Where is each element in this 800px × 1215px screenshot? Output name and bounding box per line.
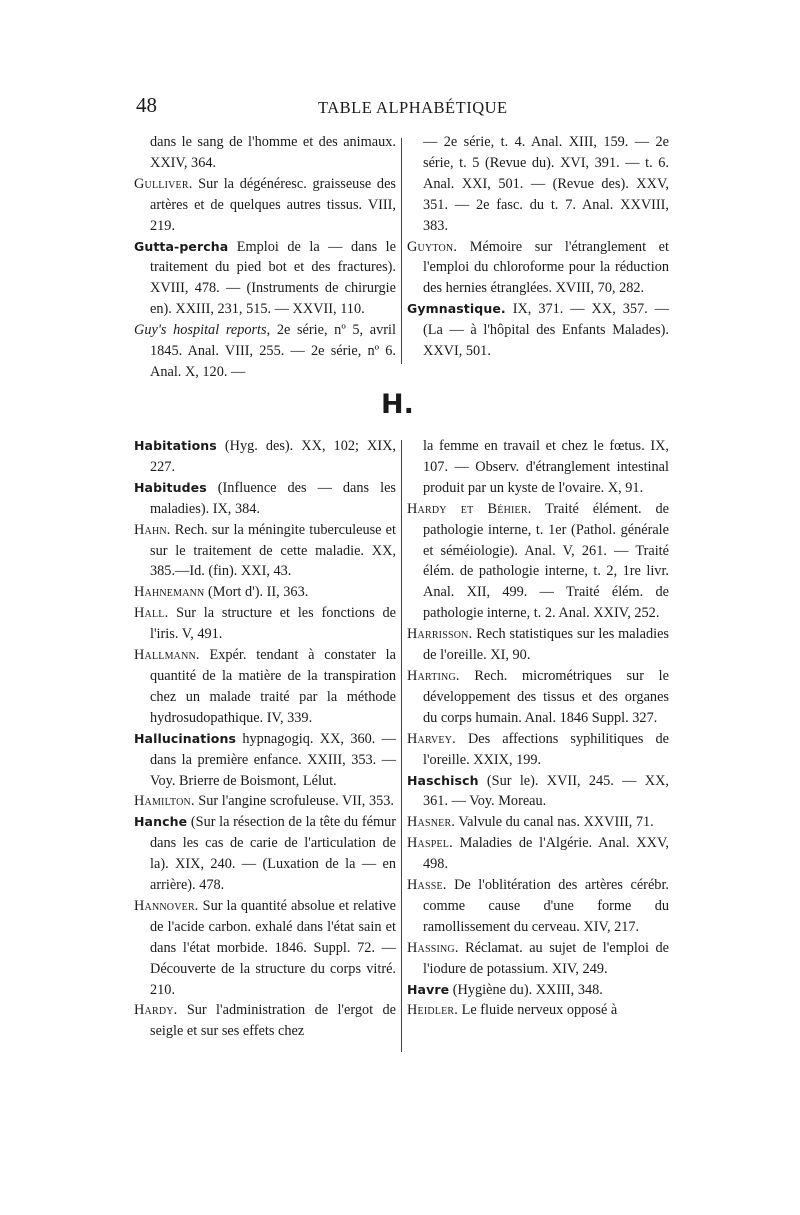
column-divider-bottom [401, 440, 402, 1052]
entry-heading: Habitudes [134, 479, 207, 495]
entry-heading: Guy's hospital reports [134, 322, 267, 339]
entry-heading: Havre [407, 981, 450, 997]
index-entry [134, 729, 396, 792]
index-entry [407, 237, 669, 300]
index-column-top-right [407, 132, 669, 362]
index-entry [407, 132, 669, 237]
index-entry [134, 132, 396, 174]
index-entry [407, 624, 669, 666]
entry-heading: Harvey. [407, 730, 456, 747]
index-column-top-left [134, 132, 396, 383]
entry-heading: Haschisch [407, 772, 479, 788]
index-entry [134, 603, 396, 645]
entry-text: Rech. micrométriques sur le développement des tissus et des organes du corps humain. Anal. 1846 Suppl. 327. [423, 667, 669, 726]
index-entry [134, 520, 396, 583]
index-entry [407, 1000, 669, 1021]
index-entry [407, 666, 669, 729]
entry-text: la femme en travail et chez le fœtus. IX, 107. — Observ. d'étranglement intestinal produit par un kyste de l'ovaire. X, 91. [423, 438, 669, 496]
index-entry [407, 499, 669, 624]
index-entry [407, 875, 669, 938]
entry-text: Mémoire sur l'étranglement et l'emploi du chloroforme pour la réduction des hernies étranglées. XVIII, 70, 282. [423, 238, 669, 297]
entry-text: Emploi de la — dans le traitement du pied bot et des fractures). XVIII, 478. — (Instruments de chirurgie en). XXIII, 231, 515. — XXVII, 110. [150, 238, 396, 318]
section-letter: H. [381, 389, 414, 420]
entry-heading: Harrisson. [407, 626, 473, 643]
entry-text: Sur l'angine scrofuleuse. VII, 353. [194, 793, 394, 810]
entry-text: Expér. tendant à constater la quantité de la matière de la transpiration chez un malade traité par la méthode hydrosudopathique. IV, 339. [150, 647, 396, 726]
entry-heading: Hanche [134, 814, 188, 830]
entry-heading: Hardy. [134, 1002, 178, 1019]
index-entry [134, 436, 396, 478]
entry-text: (Sur le). XVII, 245. — XX, 361. — Voy. Moreau. [423, 772, 669, 810]
entry-text: (Mort d'). II, 363. [204, 584, 309, 601]
entry-text: De l'oblitération des artères cérébr. comme cause d'une forme du ramollissement du cerveau. XIV, 217. [423, 877, 669, 935]
entry-heading: Haspel. [407, 835, 453, 852]
entry-heading: Hardy et Béhier. [407, 500, 532, 517]
entry-text: dans le sang de l'homme et des animaux. XXIV, 364. [150, 134, 396, 171]
entry-heading: Habitations [134, 438, 217, 453]
index-entry [407, 812, 669, 833]
entry-heading: Hamilton. [134, 793, 195, 810]
entry-heading: Gulliver. [134, 175, 193, 192]
index-entry [134, 791, 396, 812]
entry-heading: Hassing. [407, 939, 459, 956]
entry-text: Rech. sur la méningite tuberculeuse et sur le traitement de cette maladie. XX, 385.—Id. (fin). XXI, 43. [150, 521, 396, 580]
entry-text: Rech statistiques sur les maladies de l'oreille. XI, 90. [423, 626, 669, 664]
page-number: 48 [136, 93, 157, 117]
entry-text: Réclamat. au sujet de l'emploi de l'iodure de potassium. XIV, 249. [423, 939, 669, 977]
entry-heading: Hall. [134, 605, 169, 622]
entry-heading: Hasner. [407, 814, 456, 831]
index-entry [407, 771, 669, 813]
entry-text: Traité élément. de pathologie interne, t. 1er (Pathol. générale et séméiologie). Anal. V, 261. — Traité élém. de pathologie interne, t. 2, 1re livr. Anal. XII, 499. — Traité élém. de pathologie interne, t. 2. Anal. XXIV, 252. [423, 500, 669, 622]
entry-text: (Influence des — dans les maladies). IX, 384. [150, 479, 396, 517]
entry-text: Des affections syphilitiques de l'oreille. XXIX, 199. [423, 730, 669, 768]
running-title: TABLE ALPHABÉTIQUE [318, 98, 508, 117]
entry-text: Le fluide nerveux opposé à [458, 1002, 618, 1019]
index-entry [407, 299, 669, 362]
entry-text: Maladies de l'Algérie. Anal. XXV, 498. [423, 835, 669, 873]
entry-heading: Hallmann. [134, 647, 200, 664]
page-header [0, 93, 800, 129]
entry-heading: Hahn. [134, 521, 171, 538]
entry-heading: Gutta-percha [134, 238, 229, 254]
index-column-bottom-right [407, 436, 669, 1021]
entry-heading: Heidler. [407, 1002, 459, 1019]
column-divider-top [401, 138, 402, 364]
entry-heading: Hannover. [134, 897, 199, 914]
entry-text: Sur la dégénéresc. graisseuse des artères et de quelques autres tissus. VIII, 219. [150, 175, 396, 234]
index-entry [134, 174, 396, 237]
entry-text: Sur l'administration de l'ergot de seigle et sur ses effets chez [150, 1002, 396, 1040]
index-entry [407, 980, 669, 1001]
entry-heading: Hahnemann [134, 584, 205, 601]
entry-heading: Hallucinations [134, 730, 236, 746]
index-entry [134, 1000, 396, 1042]
index-entry [134, 896, 396, 1001]
index-entry [134, 645, 396, 729]
entry-heading: Hasse. [407, 877, 447, 894]
index-column-bottom-left [134, 436, 396, 1042]
entry-text: (Hyg. des). XX, 102; XIX, 227. [150, 438, 396, 475]
index-entry [134, 320, 396, 383]
index-entry [407, 436, 669, 499]
entry-text: IX, 371. — XX, 357. — (La — à l'hôpital des Enfants Malades). XXVI, 501. [423, 301, 669, 360]
entry-text: Sur la quantité absolue et relative de l'acide carbon. exhalé dans l'état sain et dans l'état morbide. 1846. Suppl. 72. — Découverte de la structure du corps vitré. 210. [150, 897, 396, 998]
entry-heading: Guyton. [407, 238, 458, 255]
index-entry [407, 833, 669, 875]
entry-text: Sur la structure et les fonctions de l'iris. V, 491. [150, 605, 396, 643]
entry-text: (Sur la résection de la tête du fémur dans les cas de carie de l'articulation de la). XIX, 240. — (Luxation de la — en arrière). 478. [150, 814, 396, 894]
entry-text: (Hygiène du). XXIII, 348. [449, 981, 603, 998]
entry-heading: Harting. [407, 667, 460, 684]
entry-text: Valvule du canal nas. XXVIII, 71. [455, 814, 654, 831]
entry-text: , 2e série, nº 5, avril 1845. Anal. VIII, 255. — 2e série, nº 6. Anal. X, 120. — [150, 322, 396, 380]
entry-text: — 2e série, t. 4. Anal. XIII, 159. — 2e série, t. 5 (Revue du). XVI, 391. — t. 6. Anal. XXI, 501. — (Revue des). XXV, 351. — 2e fasc. du t. 7. Anal. XXVIII, 383. [423, 134, 669, 234]
index-entry [407, 729, 669, 771]
index-entry [134, 478, 396, 520]
index-entry [134, 237, 396, 321]
index-entry [134, 582, 396, 603]
entry-heading: Gymnastique. [407, 301, 506, 317]
index-entry [407, 938, 669, 980]
index-entry [134, 812, 396, 896]
entry-text: hypnagogiq. XX, 360. — dans la première enfance. XXIII, 353. — Voy. Brierre de Boismont, Lélut. [150, 730, 396, 789]
